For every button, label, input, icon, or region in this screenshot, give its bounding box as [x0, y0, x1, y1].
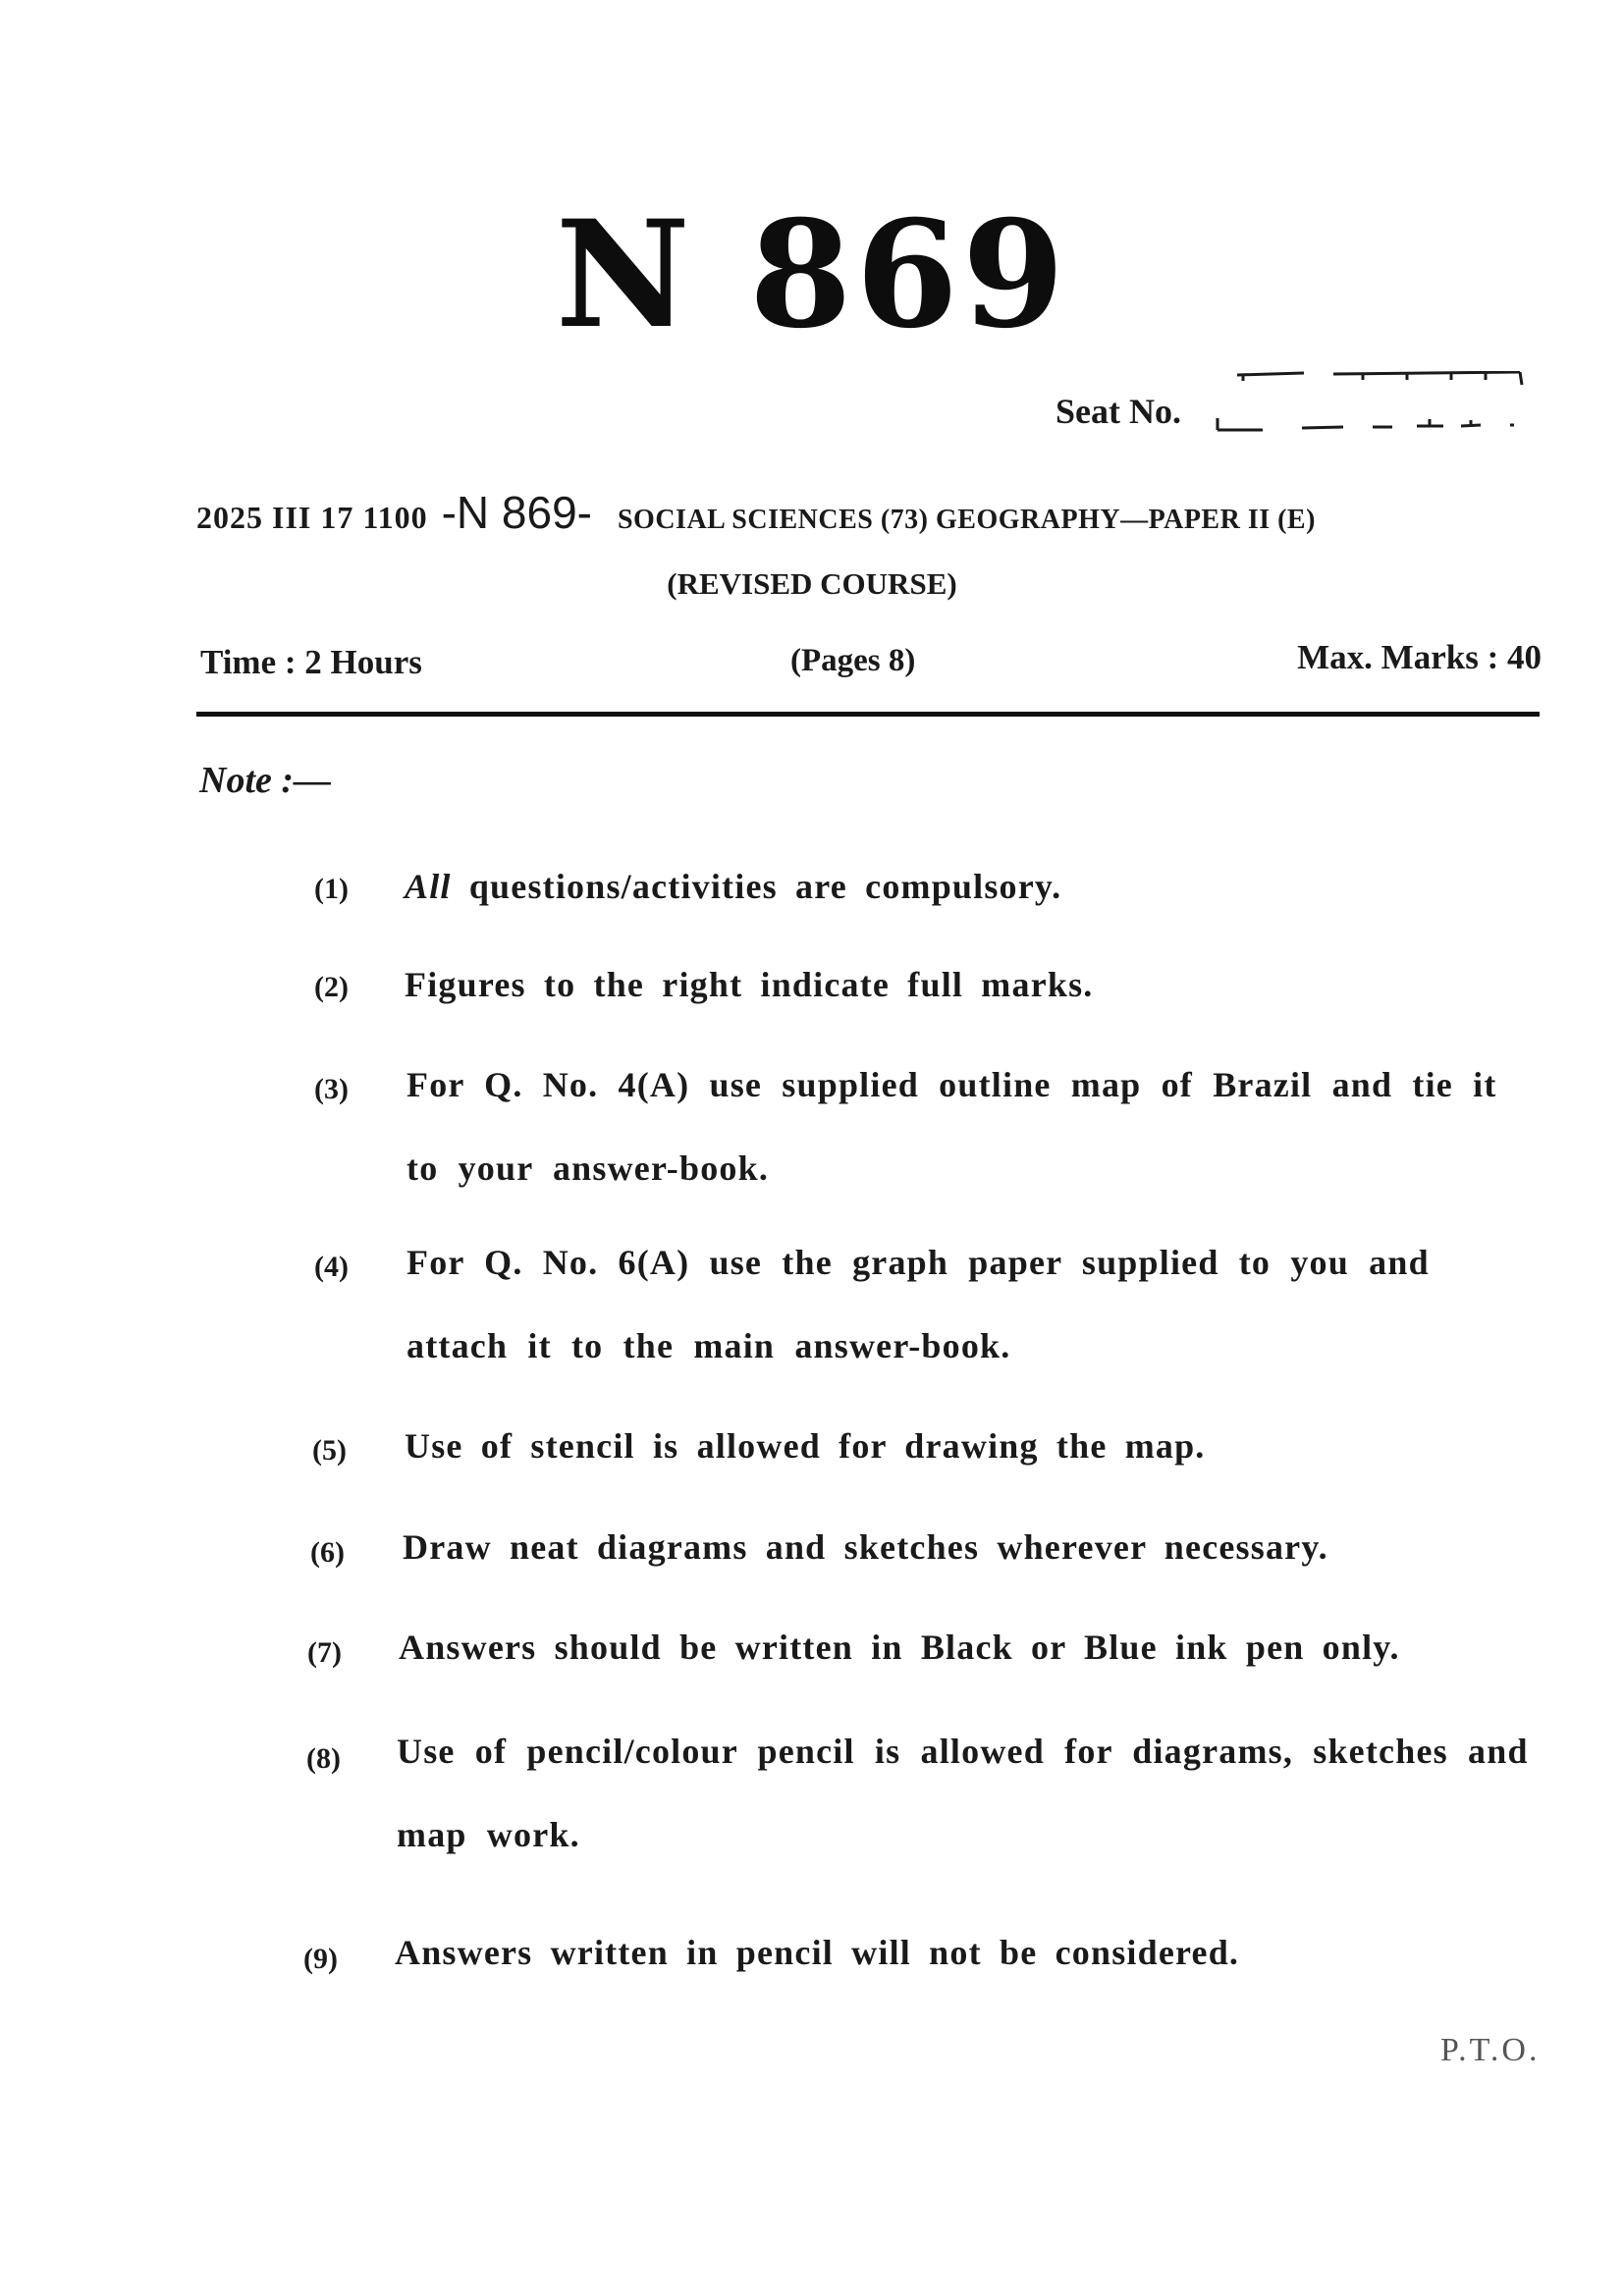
paper-code-title: N 869 — [555, 188, 1069, 361]
instruction-text: For Q. No. 6(A) use the graph paper supplied to you and attach it to the main answer-book. — [406, 1243, 1430, 1365]
exam-duration: Time : 2 Hours — [200, 643, 422, 681]
instruction-number: (3) — [314, 1073, 349, 1105]
instruction-number: (2) — [314, 971, 349, 1003]
paper-reference: -N 869- — [441, 487, 592, 538]
please-turn-over: P.T.O. — [1440, 2032, 1541, 2068]
instruction-text: Answers should be written in Black or Blue ink pen only. — [399, 1628, 1400, 1667]
instruction-number: (7) — [307, 1636, 342, 1669]
subject-title: SOCIAL SCIENCES (73) GEOGRAPHY—PAPER II (E) — [617, 505, 1316, 535]
instruction-number: (8) — [306, 1742, 341, 1775]
page-count: (Pages 8) — [790, 643, 916, 678]
course-label: (REVISED COURSE) — [667, 566, 957, 601]
instruction-number: (4) — [314, 1251, 349, 1283]
instruction-number: (9) — [303, 1943, 338, 1975]
instruction-text: Answers written in pencil will not be considered. — [395, 1933, 1240, 1972]
header-divider — [196, 712, 1540, 717]
exam-header-line — [196, 486, 1542, 539]
seat-number-boxes — [1216, 371, 1540, 432]
instruction-number: (6) — [310, 1536, 345, 1569]
note-heading: Note :— — [199, 760, 332, 801]
instruction-text — [405, 866, 1061, 907]
exam-date-code: 2025 III 17 1100 — [196, 500, 428, 535]
instruction-text: Draw neat diagrams and sketches wherever necessary. — [403, 1527, 1328, 1567]
instruction-text-rest: questions/activities are compulsory. — [451, 867, 1062, 906]
instruction-text: Figures to the right indicate full marks. — [405, 965, 1094, 1004]
instruction-text: Use of stencil is allowed for drawing the map. — [405, 1426, 1206, 1466]
instruction-text: For Q. No. 4(A) use supplied outline map of Brazil and tie it to your answer-book. — [406, 1065, 1497, 1188]
max-marks: Max. Marks : 40 — [1297, 638, 1542, 676]
seat-number-label: Seat No. — [1056, 392, 1181, 431]
instruction-number: (1) — [314, 873, 349, 905]
instruction-number: (5) — [312, 1434, 347, 1467]
instruction-text: Use of pencil/colour pencil is allowed for diagrams, sketches and map work. — [397, 1732, 1529, 1854]
instruction-emphasis: All — [405, 867, 452, 906]
